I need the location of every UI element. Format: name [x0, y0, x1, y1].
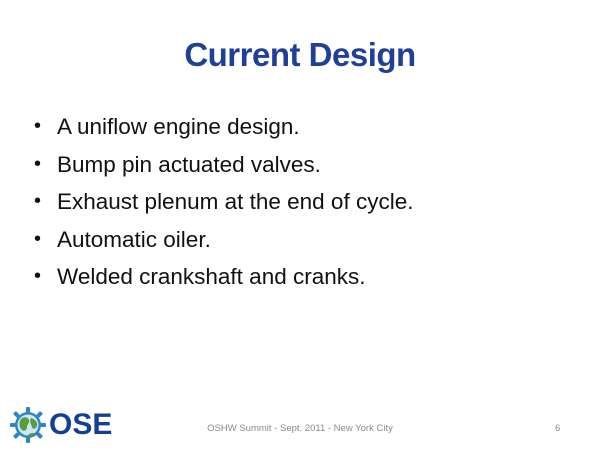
slide-title: Current Design — [184, 36, 416, 73]
bullet-text: Exhaust plenum at the end of cycle. — [57, 189, 414, 214]
bullet-item — [34, 108, 413, 146]
bullet-item — [34, 183, 413, 221]
bullet-marker: • — [34, 190, 42, 212]
bullet-list — [34, 108, 413, 296]
bullet-item — [34, 146, 413, 184]
bullet-marker: • — [34, 115, 42, 137]
bullet-text: Bump pin actuated valves. — [57, 151, 321, 177]
bullet-item — [34, 221, 413, 259]
bullet-marker: • — [34, 265, 42, 287]
bullet-marker: • — [34, 152, 42, 175]
bullet-marker: • — [34, 227, 42, 250]
bullet-text: A uniflow engine design. — [57, 114, 300, 139]
slide-footer: OSHW Summit - Sept. 2011 - New York City — [207, 423, 393, 434]
page-number: 6 — [555, 423, 561, 434]
logo-text: OSE — [49, 408, 113, 441]
bullet-text: Welded crankshaft and cranks. — [57, 264, 366, 289]
bullet-item — [34, 258, 413, 296]
bullet-text: Automatic oiler. — [57, 226, 211, 252]
